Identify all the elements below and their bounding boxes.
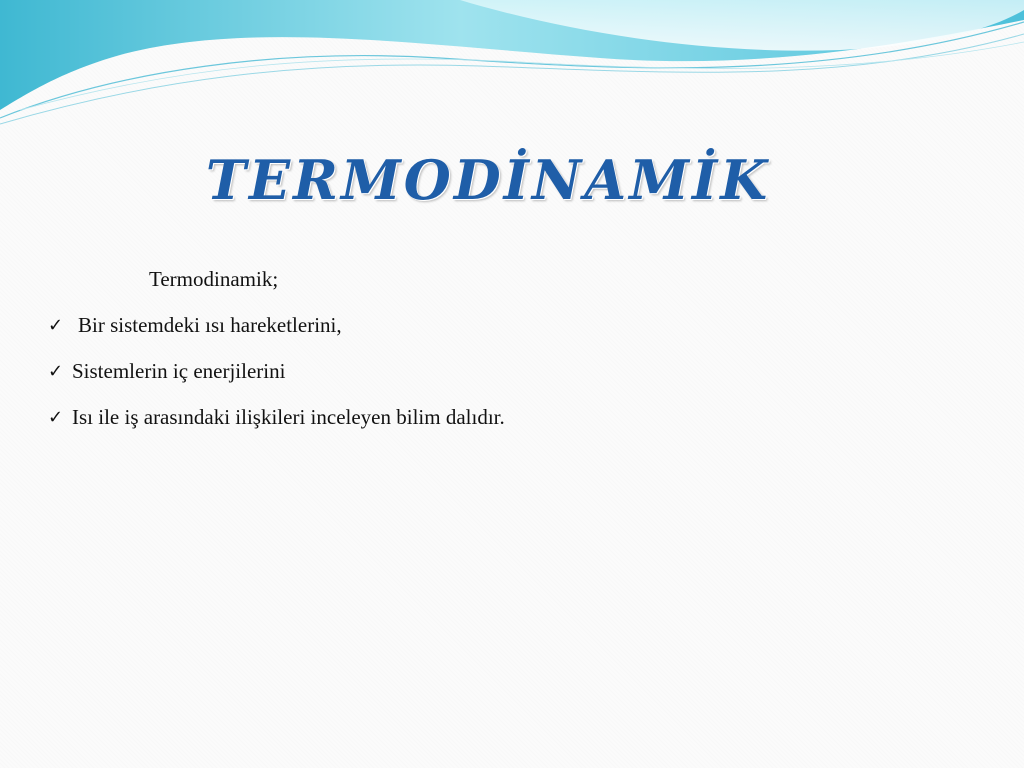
checkmark-icon: ✓ [48, 407, 64, 428]
decorative-wave-header [0, 0, 1024, 130]
wave-line-3 [20, 42, 1024, 110]
bullet-list [48, 308, 948, 435]
intro-text: Termodinamik; [149, 267, 279, 291]
list-item [48, 354, 948, 389]
list-item [48, 400, 948, 435]
slide-title: TERMODİNAMİK [205, 148, 771, 212]
slide-content [48, 262, 948, 446]
list-item-text: Isı ile iş arasındaki ilişkileri inceleyen bilim dalıdır. [72, 405, 505, 429]
checkmark-icon: ✓ [48, 315, 64, 336]
list-item-text: Sistemlerin iç enerjilerini [72, 359, 286, 383]
list-item-text: Bir sistemdeki ısı hareketlerini, [78, 313, 342, 337]
list-item [48, 308, 948, 343]
checkmark-icon: ✓ [48, 361, 64, 382]
